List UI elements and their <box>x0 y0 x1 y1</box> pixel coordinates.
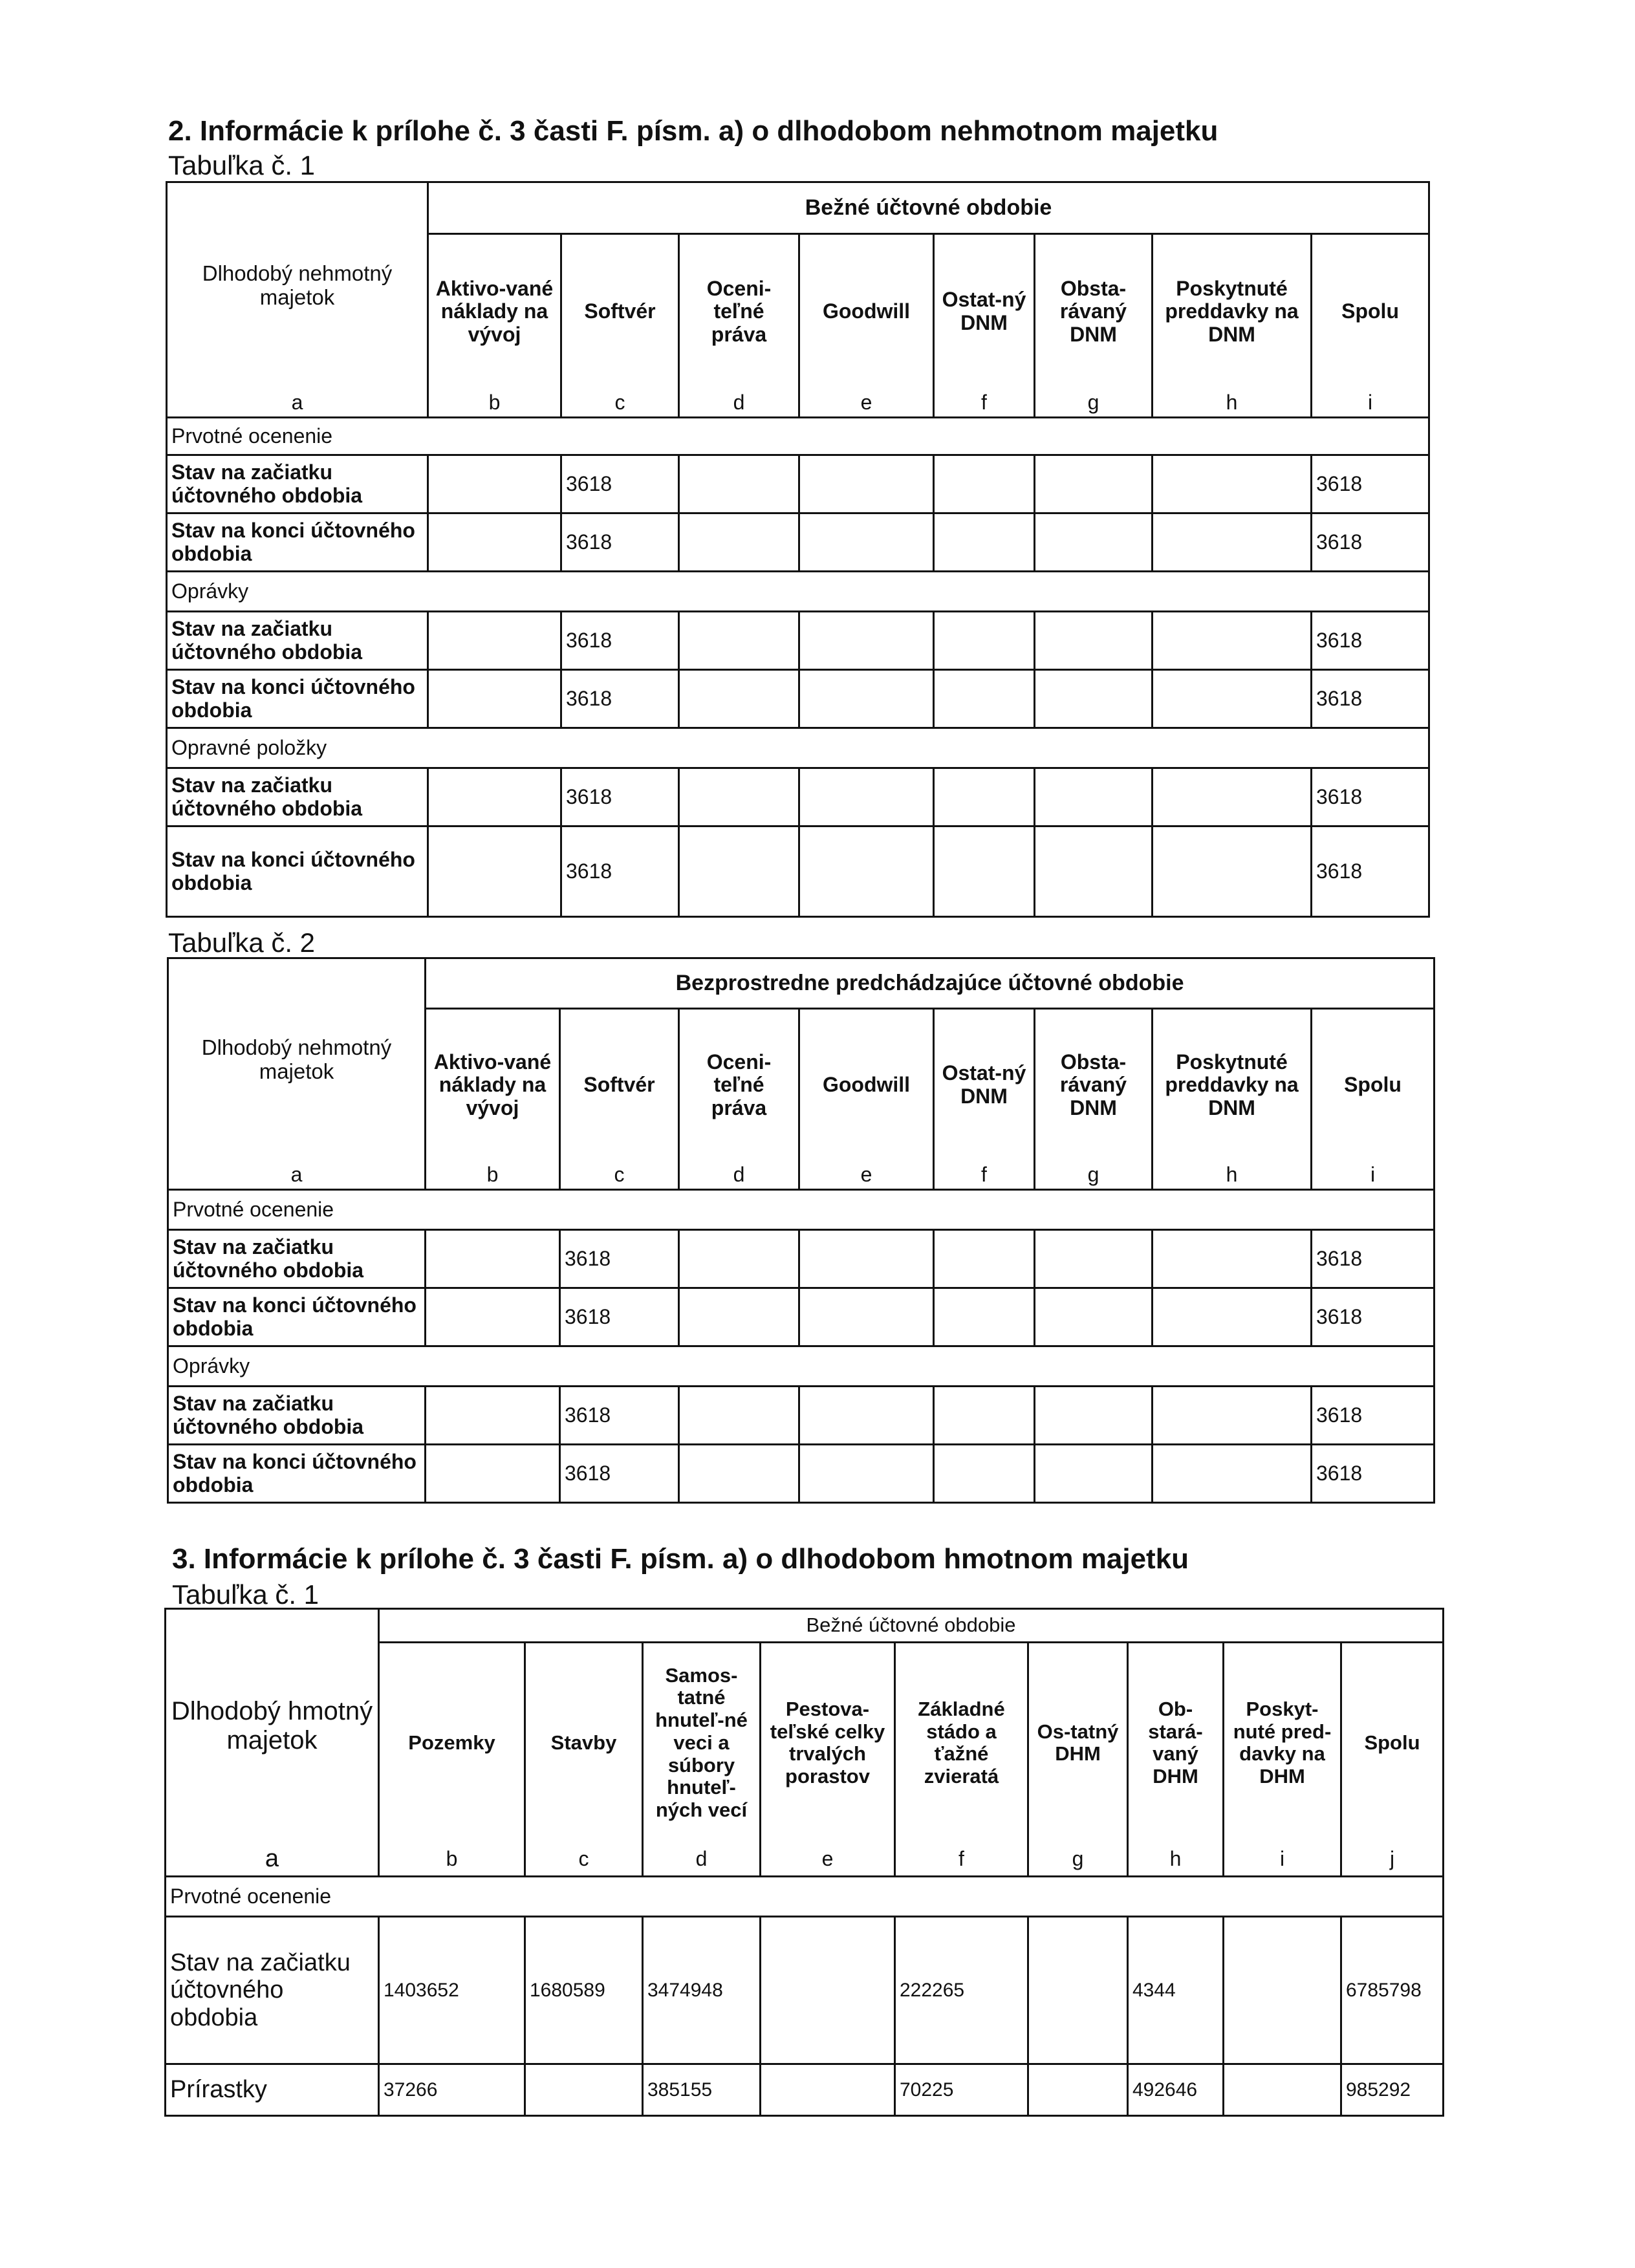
cell-empty <box>799 826 934 917</box>
section-2-title: 2. Informácie k prílohe č. 3 časti F. písm. a) o dlhodobom nehmotnom majetku <box>168 115 1218 147</box>
cell-dev-costs <box>426 1230 560 1288</box>
cell-empty <box>1153 1387 1312 1445</box>
cell-empty <box>1153 768 1312 826</box>
cell-empty <box>934 513 1035 572</box>
cell-software: 3618 <box>560 1230 679 1288</box>
cell-dev-costs <box>426 1288 560 1346</box>
row-label: Stav na začiatku účtovného obdobia <box>167 768 428 826</box>
tangible-assets-table-current <box>164 1608 1444 2117</box>
cell-empty <box>799 1288 934 1346</box>
col-header-rights: Oceni-teľné práva <box>679 234 799 389</box>
col-letter: a <box>167 389 428 418</box>
cell-empty <box>1035 768 1153 826</box>
cell-empty <box>1153 670 1312 728</box>
col-letter: c <box>561 389 679 418</box>
col-letter: f <box>934 389 1035 418</box>
cell-empty <box>1153 1230 1312 1288</box>
cell-software: 3618 <box>560 1387 679 1445</box>
cell-software: 3618 <box>561 612 679 670</box>
col-header-other: Ostat-ný DNM <box>934 1009 1035 1161</box>
cell-empty <box>679 513 799 572</box>
col-header-advances: Poskytnuté preddavky na DNM <box>1153 234 1312 389</box>
cell-total: 3618 <box>1312 1387 1435 1445</box>
group-label: Prvotné ocenenie <box>166 1877 1444 1917</box>
col-letter: j <box>1341 1843 1444 1877</box>
cell-empty <box>934 612 1035 670</box>
cell-total: 3618 <box>1312 1230 1435 1288</box>
group-label: Prvotné ocenenie <box>168 1190 1435 1230</box>
row-label: Stav na začiatku účtovného obdobia <box>167 455 428 513</box>
cell-empty <box>799 1387 934 1445</box>
cell-land: 1403652 <box>379 1917 525 2064</box>
intangible-assets-table-current <box>166 181 1430 918</box>
cell-empty <box>1153 612 1312 670</box>
cell-other <box>1028 2064 1128 2116</box>
row-label: Stav na začiatku účtovného obdobia <box>166 1917 379 2064</box>
col-letter: i <box>1224 1843 1341 1877</box>
cell-dev-costs <box>428 455 561 513</box>
cell-empty <box>1035 1230 1153 1288</box>
col-letter: g <box>1035 1161 1153 1190</box>
col-letter: f <box>895 1843 1028 1877</box>
col-header-software: Softvér <box>561 234 679 389</box>
cell-total: 3618 <box>1312 826 1429 917</box>
row-label: Stav na konci účtovného obdobia <box>167 826 428 917</box>
cell-empty <box>679 768 799 826</box>
cell-dev-costs <box>428 670 561 728</box>
col-letter: c <box>525 1843 643 1877</box>
col-header-other: Ostat-ný DNM <box>934 234 1035 389</box>
cell-empty <box>934 455 1035 513</box>
cell-empty <box>934 768 1035 826</box>
col-letter: h <box>1153 389 1312 418</box>
cell-livestock: 70225 <box>895 2064 1028 2116</box>
cell-total: 3618 <box>1312 670 1429 728</box>
col-header-movables: Samos-tatné hnuteľ-né veci a súbory hnuteľ-ných vecí <box>643 1643 761 1843</box>
cell-empty <box>934 1387 1035 1445</box>
group-label: Oprávky <box>167 572 1429 612</box>
period-header: Bežné účtovné obdobie <box>379 1609 1444 1643</box>
cell-empty <box>679 670 799 728</box>
cell-dev-costs <box>428 612 561 670</box>
cell-total: 3618 <box>1312 1288 1435 1346</box>
col-letter: e <box>761 1843 895 1877</box>
col-header-total: Spolu <box>1312 234 1429 389</box>
cell-empty <box>1035 513 1153 572</box>
col-letter: g <box>1028 1843 1128 1877</box>
cell-dev-costs <box>426 1387 560 1445</box>
col-letter: d <box>643 1843 761 1877</box>
cell-total: 3618 <box>1312 513 1429 572</box>
cell-software: 3618 <box>561 455 679 513</box>
cell-buildings: 1680589 <box>525 1917 643 2064</box>
col-header-dev-costs: Aktivo-vané náklady na vývoj <box>426 1009 560 1161</box>
cell-total: 3618 <box>1312 612 1429 670</box>
cell-movables: 385155 <box>643 2064 761 2116</box>
cell-empty <box>1035 455 1153 513</box>
col-letter: b <box>428 389 561 418</box>
col-letter: d <box>679 389 799 418</box>
group-label: Oprávky <box>168 1346 1435 1387</box>
col-letter: e <box>799 389 934 418</box>
cell-empty <box>799 1445 934 1503</box>
cell-buildings <box>525 2064 643 2116</box>
cell-software: 3618 <box>561 513 679 572</box>
cell-empty <box>1153 455 1312 513</box>
cell-empty <box>1035 1288 1153 1346</box>
col-letter: i <box>1312 389 1429 418</box>
table-3-caption: Tabuľka č. 1 <box>172 1579 319 1610</box>
cell-empty <box>934 1288 1035 1346</box>
cell-empty <box>1035 612 1153 670</box>
col-letter: i <box>1312 1161 1435 1190</box>
cell-empty <box>1153 1288 1312 1346</box>
cell-dev-costs <box>428 768 561 826</box>
col-letter: h <box>1128 1843 1224 1877</box>
group-label: Prvotné ocenenie <box>167 418 1429 455</box>
cell-empty <box>1153 513 1312 572</box>
intangible-assets-table-previous <box>167 957 1435 1504</box>
cell-software: 3618 <box>561 670 679 728</box>
row-header-cell: Dlhodobý hmotný majetok <box>166 1609 379 1843</box>
cell-advances <box>1224 2064 1341 2116</box>
cell-empty <box>679 826 799 917</box>
cell-advances <box>1224 1917 1341 2064</box>
cell-software: 3618 <box>560 1445 679 1503</box>
col-header-crops: Pestova-teľské celky trvalých porastov <box>761 1643 895 1843</box>
cell-empty <box>799 670 934 728</box>
col-header-total: Spolu <box>1341 1643 1444 1843</box>
cell-empty <box>1035 1387 1153 1445</box>
cell-empty <box>934 826 1035 917</box>
col-header-land: Pozemky <box>379 1643 525 1843</box>
cell-empty <box>679 1288 799 1346</box>
cell-software: 3618 <box>560 1288 679 1346</box>
col-header-procured: Obsta-rávaný DNM <box>1035 234 1153 389</box>
col-header-advances: Poskytnuté preddavky na DNM <box>1153 1009 1312 1161</box>
cell-empty <box>1035 670 1153 728</box>
cell-total: 985292 <box>1341 2064 1444 2116</box>
col-letter: c <box>560 1161 679 1190</box>
col-letter: f <box>934 1161 1035 1190</box>
col-header-other: Os-tatný DHM <box>1028 1643 1128 1843</box>
cell-empty <box>799 612 934 670</box>
cell-software: 3618 <box>561 826 679 917</box>
cell-empty <box>679 455 799 513</box>
cell-livestock: 222265 <box>895 1917 1028 2064</box>
period-header: Bezprostredne predchádzajúce účtovné obdobie <box>426 958 1435 1009</box>
cell-empty <box>679 1445 799 1503</box>
col-letter: b <box>379 1843 525 1877</box>
cell-empty <box>1035 1445 1153 1503</box>
row-label: Stav na konci účtovného obdobia <box>168 1288 426 1346</box>
table-2-caption: Tabuľka č. 2 <box>168 927 316 958</box>
cell-empty <box>679 612 799 670</box>
cell-movables: 3474948 <box>643 1917 761 2064</box>
cell-procured: 492646 <box>1128 2064 1224 2116</box>
col-header-dev-costs: Aktivo-vané náklady na vývoj <box>428 234 561 389</box>
col-header-buildings: Stavby <box>525 1643 643 1843</box>
section-3-title: 3. Informácie k prílohe č. 3 časti F. písm. a) o dlhodobom hmotnom majetku <box>172 1543 1189 1575</box>
cell-empty <box>679 1230 799 1288</box>
cell-empty <box>934 1230 1035 1288</box>
col-header-software: Softvér <box>560 1009 679 1161</box>
row-label: Stav na konci účtovného obdobia <box>167 513 428 572</box>
row-header-cell: Dlhodobý nehmotný majetok <box>168 958 426 1161</box>
cell-total: 3618 <box>1312 1445 1435 1503</box>
row-label: Prírastky <box>166 2064 379 2116</box>
col-header-total: Spolu <box>1312 1009 1435 1161</box>
row-label: Stav na začiatku účtovného obdobia <box>168 1387 426 1445</box>
row-label: Stav na konci účtovného obdobia <box>167 670 428 728</box>
col-header-livestock: Základné stádo a ťažné zvieratá <box>895 1643 1028 1843</box>
cell-total: 6785798 <box>1341 1917 1444 2064</box>
cell-land: 37266 <box>379 2064 525 2116</box>
cell-empty <box>1153 826 1312 917</box>
table-1-caption: Tabuľka č. 1 <box>168 150 316 180</box>
col-letter: h <box>1153 1161 1312 1190</box>
cell-empty <box>1035 826 1153 917</box>
cell-crops <box>761 2064 895 2116</box>
cell-software: 3618 <box>561 768 679 826</box>
group-label: Opravné položky <box>167 728 1429 768</box>
col-letter: e <box>799 1161 934 1190</box>
col-letter: d <box>679 1161 799 1190</box>
col-letter: g <box>1035 389 1153 418</box>
cell-dev-costs <box>426 1445 560 1503</box>
cell-total: 3618 <box>1312 455 1429 513</box>
cell-procured: 4344 <box>1128 1917 1224 2064</box>
cell-empty <box>934 670 1035 728</box>
col-header-goodwill: Goodwill <box>799 1009 934 1161</box>
col-header-procured: Obsta-rávaný DNM <box>1035 1009 1153 1161</box>
cell-empty <box>799 768 934 826</box>
col-letter: a <box>166 1843 379 1877</box>
cell-empty <box>799 455 934 513</box>
row-label: Stav na začiatku účtovného obdobia <box>168 1230 426 1288</box>
cell-dev-costs <box>428 513 561 572</box>
col-header-procured: Ob-stará-vaný DHM <box>1128 1643 1224 1843</box>
col-header-goodwill: Goodwill <box>799 234 934 389</box>
row-header-cell: Dlhodobý nehmotný majetok <box>167 182 428 389</box>
cell-other <box>1028 1917 1128 2064</box>
period-header: Bežné účtovné obdobie <box>428 182 1429 234</box>
cell-dev-costs <box>428 826 561 917</box>
col-header-rights: Oceni-teľné práva <box>679 1009 799 1161</box>
row-label: Stav na konci účtovného obdobia <box>168 1445 426 1503</box>
cell-empty <box>679 1387 799 1445</box>
col-header-advances: Poskyt-nuté pred-davky na DHM <box>1224 1643 1341 1843</box>
cell-total: 3618 <box>1312 768 1429 826</box>
cell-crops <box>761 1917 895 2064</box>
cell-empty <box>934 1445 1035 1503</box>
col-letter: b <box>426 1161 560 1190</box>
cell-empty <box>1153 1445 1312 1503</box>
row-label: Stav na začiatku účtovného obdobia <box>167 612 428 670</box>
col-letter: a <box>168 1161 426 1190</box>
cell-empty <box>799 1230 934 1288</box>
cell-empty <box>799 513 934 572</box>
